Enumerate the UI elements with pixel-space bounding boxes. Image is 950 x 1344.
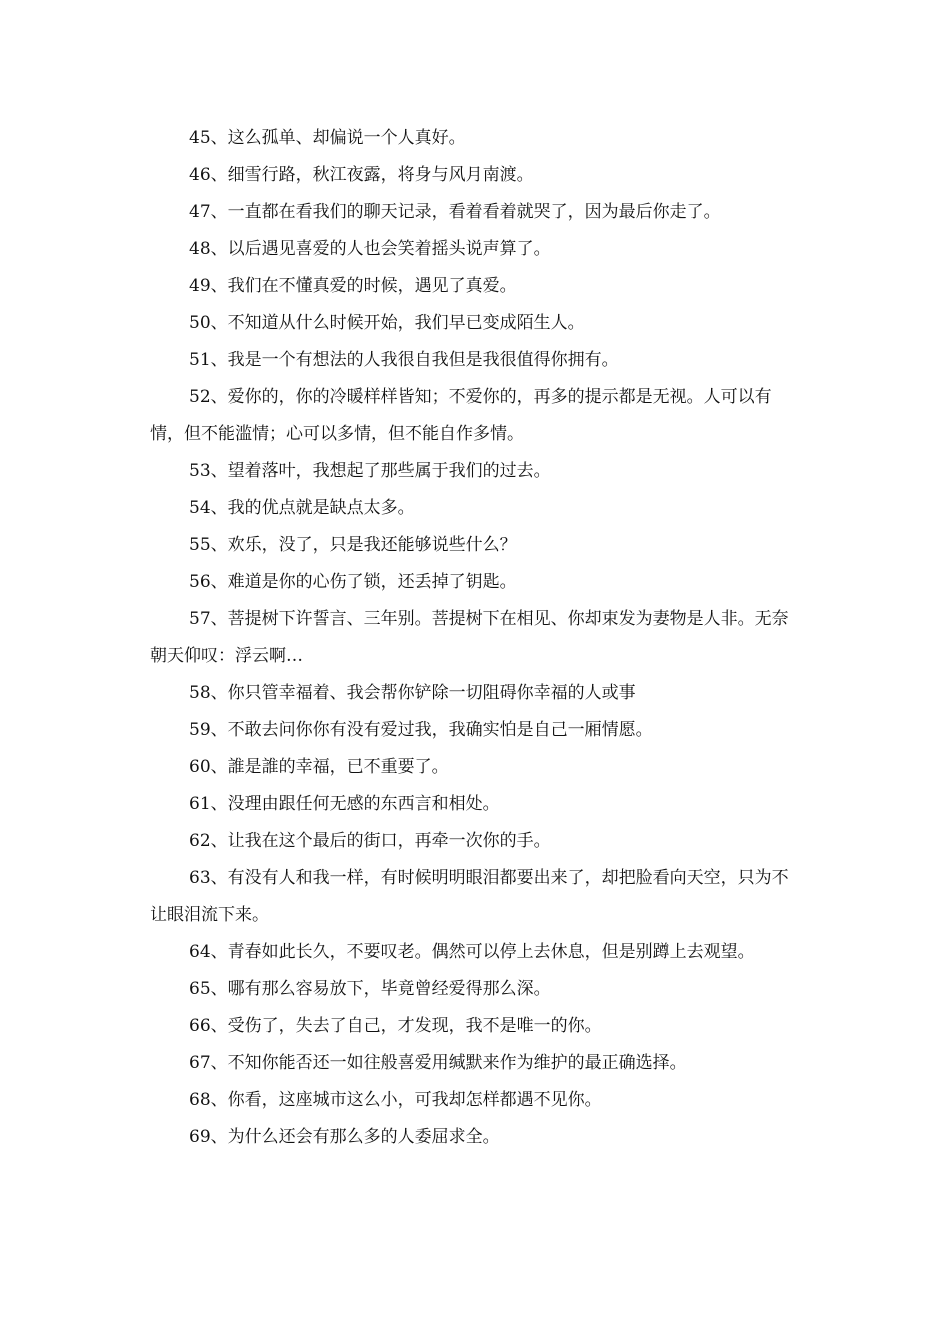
- quote-paragraph: 62、让我在这个最后的街口，再牵一次你的手。: [189, 831, 551, 851]
- quote-paragraph: 51、我是一个有想法的人我很自我但是我很值得你拥有。: [189, 350, 619, 370]
- quote-paragraph: 50、不知道从什么时候开始，我们早已变成陌生人。: [189, 313, 585, 333]
- quote-paragraph: 69、为什么还会有那么多的人委屈求全。: [189, 1127, 500, 1147]
- quote-paragraph: 61、没理由跟任何无感的东西言和相处。: [189, 794, 500, 814]
- quote-paragraph: 56、难道是你的心伤了锁，还丢掉了钥匙。: [189, 572, 517, 592]
- quote-paragraph: 65、哪有那么容易放下，毕竟曾经爱得那么深。: [189, 979, 551, 999]
- quote-paragraph: 48、以后遇见喜爱的人也会笑着摇头说声算了。: [189, 239, 551, 259]
- quote-paragraph: 60、誰是誰的幸福，已不重要了。: [189, 757, 449, 777]
- quote-paragraph: 58、你只管幸福着、我会帮你铲除一切阻碍你幸福的人或事: [189, 683, 636, 703]
- quote-paragraph: 68、你看，这座城市这么小，可我却怎样都遇不见你。: [189, 1090, 602, 1110]
- quote-paragraph: 64、青春如此长久，不要叹老。偶然可以停上去休息，但是别蹲上去观望。: [189, 942, 755, 962]
- quote-paragraph: 55、欢乐，没了，只是我还能够说些什么？: [189, 535, 517, 555]
- quote-paragraph: 67、不知你能否还一如往般喜爱用缄默来作为维护的最正确选择。: [189, 1053, 687, 1073]
- quote-paragraph: 52、爱你的，你的冷暖样样皆知；不爱你的，再多的提示都是无视。人可以有情，但不能滥情；心可以多情，但不能自作多情。: [150, 387, 772, 444]
- quote-paragraph: 53、望着落叶，我想起了那些属于我们的过去。: [189, 461, 551, 481]
- quote-paragraph: 59、不敢去问你你有没有爱过我，我确实怕是自己一厢情愿。: [189, 720, 653, 740]
- quote-paragraph: 47、一直都在看我们的聊天记录，看着看着就哭了，因为最后你走了。: [189, 202, 721, 222]
- quote-paragraph: 46、细雪行路，秋江夜露，将身与风月南渡。: [189, 165, 534, 185]
- quote-paragraph: 45、这么孤单、却偏说一个人真好。: [189, 128, 466, 148]
- quote-paragraph: 49、我们在不懂真爱的时候，遇见了真爱。: [189, 276, 517, 296]
- document-body: [150, 120, 790, 1156]
- quote-paragraph: 54、我的优点就是缺点太多。: [189, 498, 415, 518]
- quote-paragraph: 66、受伤了，失去了自己，才发现，我不是唯一的你。: [189, 1016, 602, 1036]
- quote-paragraph: 57、菩提树下许誓言、三年别。菩提树下在相见、你却束发为妻物是人非。无奈朝天仰叹：浮云啊…: [150, 609, 789, 666]
- quote-paragraph: 63、有没有人和我一样，有时候明明眼泪都要出来了，却把脸看向天空，只为不让眼泪流下来。: [150, 868, 789, 925]
